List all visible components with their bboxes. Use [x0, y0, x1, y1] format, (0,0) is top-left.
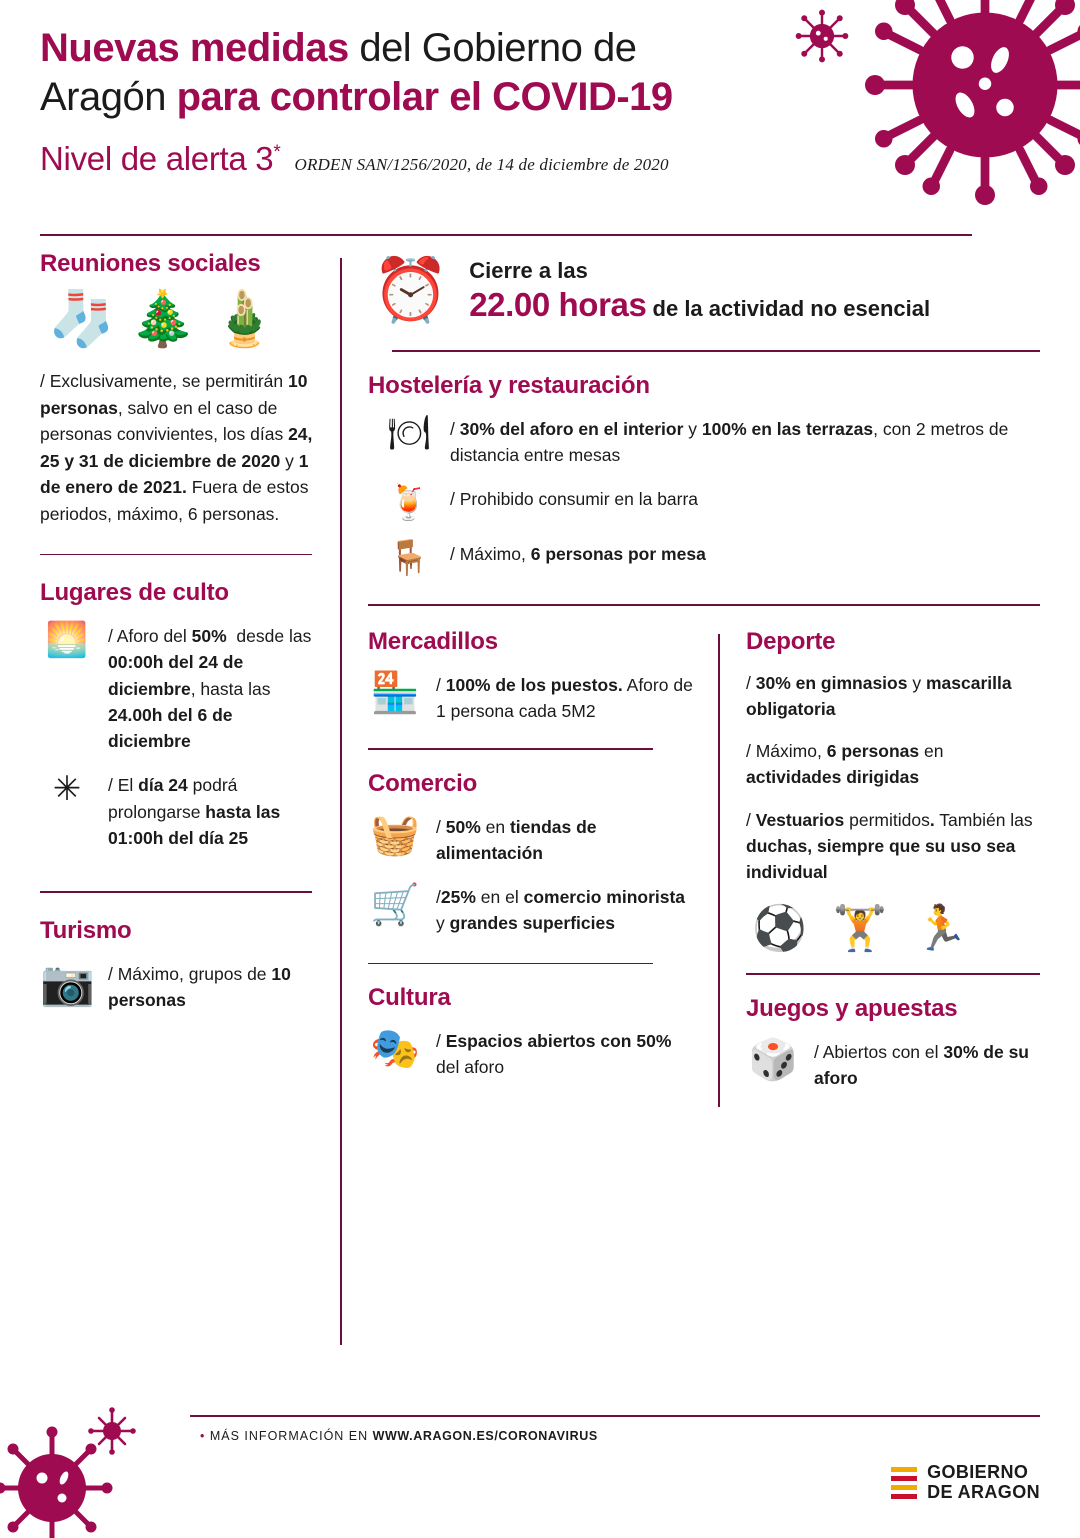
soccer-ball-icon: ⚽ [752, 907, 807, 951]
sport-item-2: / Máximo, 6 personas en actividades dirigidas [746, 738, 1040, 791]
closing-banner-line2 [469, 286, 930, 324]
section-heading-gambling: Juegos y apuestas [746, 995, 1040, 1023]
title-part-1: Nuevas medidas [40, 26, 349, 70]
inner-column-divider [718, 634, 720, 1108]
weightlifting-icon: 🏋 [833, 907, 888, 951]
lower-columns [368, 628, 1040, 1108]
social-paragraph: / Exclusivamente, se permitirán 10 personas, salvo en el caso de personas convivientes, los días 24, 25 y 31 de diciembre de 2020 y 1 de enero de 2021. Fuera de estos periodos, máximo, 6 personas. [40, 368, 314, 528]
government-logo-text [927, 1463, 1040, 1502]
section-heading-culture: Cultura [368, 984, 694, 1012]
dice-icon: 🎲 [746, 1037, 800, 1083]
bullet-icon: • [200, 1429, 205, 1443]
star-icon: ✳ [40, 770, 94, 809]
closing-hours: 22.00 horas [469, 286, 646, 323]
sport-item-3: / Vestuarios permitidos. También las duchas, siempre que su uso sea individual [746, 807, 1040, 886]
rightmost-column [718, 628, 1040, 1108]
more-info-prefix: MÁS INFORMACIÓN EN [210, 1429, 373, 1443]
room-service-icon: 🍽 [382, 414, 436, 453]
christmas-bauble-icon: 🎍 [211, 292, 278, 346]
worship-item-2-text: / El día 24 podrá prolongarse hasta las 01:00h del día 25 [108, 770, 314, 851]
closing-banner-line1: Cierre a las [469, 258, 930, 284]
shopping-cart-icon: 🛒 [368, 882, 422, 928]
hospitality-item-2 [382, 484, 1040, 523]
more-info [200, 1429, 598, 1443]
right-divider-3 [746, 973, 1040, 975]
running-icon: 🏃 [914, 907, 969, 951]
hospitality-item-2-text: / Prohibido consumir en la barra [450, 484, 698, 512]
closing-rest: de la actividad no esencial [646, 296, 930, 321]
closing-banner [368, 250, 1040, 328]
alert-level-row [40, 140, 1040, 178]
sport-item-1: / 30% en gimnasios y mascarilla obligatoria [746, 670, 1040, 723]
logo-line-2: DE ARAGON [927, 1483, 1040, 1502]
title-part-3: Aragón [40, 75, 177, 119]
commerce-item-2 [368, 882, 694, 937]
section-heading-social: Reuniones sociales [40, 250, 314, 278]
left-divider-1 [40, 554, 312, 556]
section-heading-hospitality: Hostelería y restauración [368, 372, 1040, 400]
section-heading-tourism: Turismo [40, 917, 314, 945]
government-logo [891, 1463, 1040, 1502]
section-heading-sport: Deporte [746, 628, 1040, 656]
culture-item [368, 1026, 694, 1081]
header [0, 0, 1080, 250]
markets-item [368, 670, 694, 725]
alarm-clock-icon: ⏰ [372, 260, 449, 322]
social-illustrations [48, 292, 314, 346]
sunrise-icon: 🌅 [40, 621, 94, 660]
footer-divider [190, 1415, 1040, 1417]
section-heading-commerce: Comercio [368, 770, 694, 798]
main-content [0, 250, 1080, 1405]
hospitality-item-3-text: / Máximo, 6 personas por mesa [450, 539, 706, 567]
gambling-item [746, 1037, 1040, 1092]
hospitality-item-3 [382, 539, 1040, 578]
culture-text: / Espacios abiertos con 50% del aforo [436, 1026, 694, 1081]
right-column [340, 250, 1040, 1405]
alert-level-asterisk: * [273, 142, 280, 163]
tourism-text: / Máximo, grupos de 10 personas [108, 959, 314, 1014]
middle-divider-1 [368, 748, 653, 750]
middle-divider-2 [368, 963, 653, 965]
food-basket-icon: 🧺 [368, 812, 422, 858]
section-heading-worship: Lugares de culto [40, 579, 314, 607]
christmas-stocking-icon: 🧦 [48, 292, 115, 346]
hospitality-item-1-text: / 30% del aforo en el interior y 100% en las terrazas, con 2 metros de distancia entre mesas [450, 414, 1040, 469]
left-divider-2 [40, 891, 312, 893]
commerce-item-1-text: / 50% en tiendas de alimentación [436, 812, 694, 867]
commerce-item-1 [368, 812, 694, 867]
left-column [40, 250, 340, 1405]
cocktail-icon: 🍹 [382, 484, 436, 523]
alert-level [40, 140, 280, 178]
theatre-masks-icon: 🎭 [368, 1026, 422, 1072]
right-divider-1 [392, 350, 1040, 352]
market-stall-icon: 🏪 [368, 670, 422, 716]
christmas-tree-icon: 🎄 [129, 292, 196, 346]
footer [0, 1405, 1080, 1528]
table-chairs-icon: 🪑 [382, 539, 436, 578]
sport-illustrations [752, 907, 1040, 951]
closing-banner-text [469, 258, 930, 324]
alert-level-text: Nivel de alerta 3 [40, 140, 273, 177]
title-part-4: para controlar el COVID-19 [177, 75, 673, 119]
worship-item-2 [40, 770, 314, 851]
section-heading-markets: Mercadillos [368, 628, 694, 656]
more-info-url[interactable]: WWW.ARAGON.ES/CORONAVIRUS [373, 1429, 598, 1443]
worship-item-1 [40, 621, 314, 754]
page-title [40, 24, 880, 73]
right-divider-2 [368, 604, 1040, 606]
commerce-item-2-text: /25% en el comercio minorista y grandes superficies [436, 882, 694, 937]
middle-column [368, 628, 718, 1108]
hospitality-item-1 [382, 414, 1040, 469]
page-title-line2 [40, 73, 880, 122]
hospitality-list [368, 414, 1040, 579]
header-divider [40, 234, 972, 236]
worship-item-1-text: / Aforo del 50% desde las 00:00h del 24 de diciembre, hasta las 24.00h del 6 de diciembre [108, 621, 314, 754]
markets-text: / 100% de los puestos. Aforo de 1 persona cada 5M2 [436, 670, 694, 725]
aragon-flag-icon [891, 1467, 917, 1499]
title-part-2: del Gobierno de [349, 26, 637, 70]
coronavirus-footer-icon [0, 1388, 165, 1538]
logo-line-1: GOBIERNO [927, 1463, 1040, 1482]
gambling-text: / Abiertos con el 30% de su aforo [814, 1037, 1040, 1092]
coronavirus-large-icon [860, 0, 1080, 210]
order-reference: ORDEN SAN/1256/2020, de 14 de diciembre de 2020 [294, 155, 668, 175]
camera-icon: 📷 [40, 959, 94, 1010]
tourism-item [40, 959, 314, 1014]
